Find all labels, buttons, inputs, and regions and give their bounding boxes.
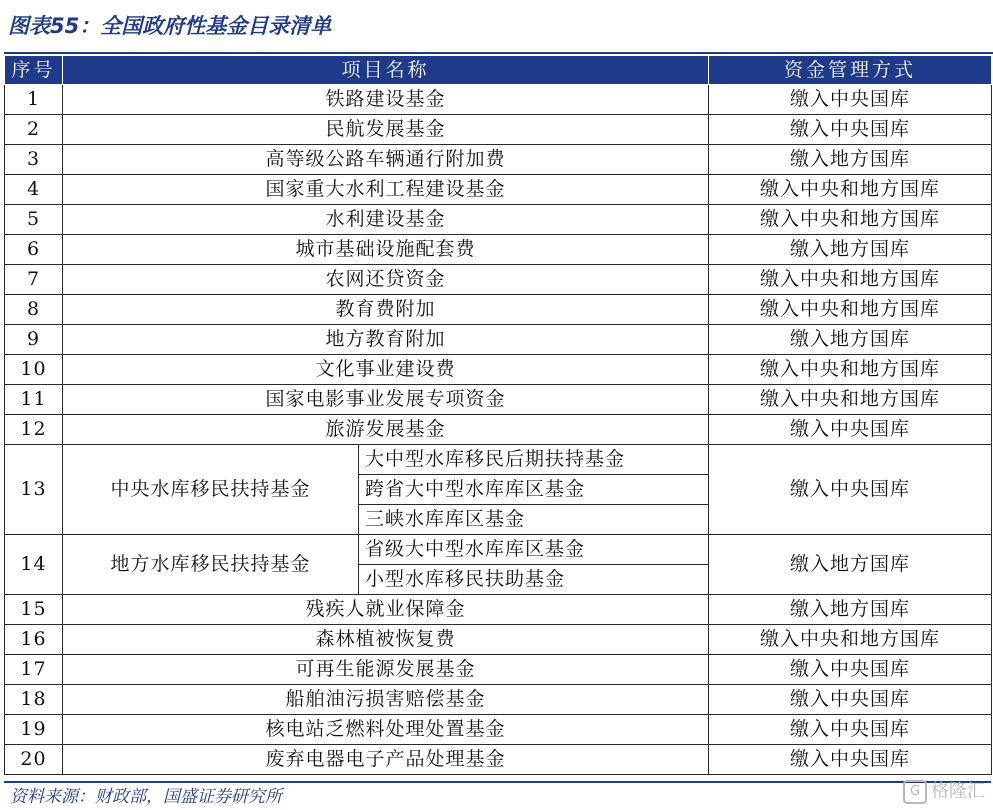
row-seq: 14 <box>5 535 63 595</box>
table-row <box>5 625 992 655</box>
table-row <box>5 385 992 415</box>
row-management-method: 缴入中央和地方国库 <box>709 355 992 385</box>
row-seq: 8 <box>5 295 63 325</box>
row-seq: 6 <box>5 235 63 265</box>
row-seq: 13 <box>5 445 63 535</box>
table-row <box>5 415 992 445</box>
row-management-method: 缴入地方国库 <box>709 235 992 265</box>
row-seq: 9 <box>5 325 63 355</box>
table-row <box>5 535 992 565</box>
table-row <box>5 355 992 385</box>
row-fund-name: 农网还贷资金 <box>63 265 709 295</box>
row-management-method: 缴入中央国库 <box>709 655 992 685</box>
row-fund-name: 民航发展基金 <box>63 115 709 145</box>
table-row <box>5 745 992 775</box>
watermark-logo-icon: G <box>903 780 927 804</box>
row-seq: 12 <box>5 415 63 445</box>
source-note: 资料来源：财政部，国盛证券研究所 <box>10 787 282 807</box>
row-seq: 19 <box>5 715 63 745</box>
row-management-method: 缴入中央国库 <box>709 85 992 115</box>
row-seq: 1 <box>5 85 63 115</box>
table-header-row <box>5 56 992 85</box>
table-row <box>5 265 992 295</box>
table-row <box>5 655 992 685</box>
row-seq: 20 <box>5 745 63 775</box>
row-fund-name: 可再生能源发展基金 <box>63 655 709 685</box>
row-seq: 16 <box>5 625 63 655</box>
row-management-method: 缴入中央国库 <box>709 115 992 145</box>
row-management-method: 缴入中央和地方国库 <box>709 385 992 415</box>
row-management-method: 缴入中央国库 <box>709 445 992 535</box>
row-seq: 3 <box>5 145 63 175</box>
row-sub-fund: 省级大中型水库库区基金 <box>359 535 709 565</box>
row-seq: 18 <box>5 685 63 715</box>
row-seq: 5 <box>5 205 63 235</box>
page-title: 图表55：全国政府性基金目录清单 <box>8 14 332 38</box>
row-fund-name: 废弃电器电子产品处理基金 <box>63 745 709 775</box>
row-seq: 2 <box>5 115 63 145</box>
row-sub-fund: 跨省大中型水库库区基金 <box>359 475 709 505</box>
row-management-method: 缴入地方国库 <box>709 145 992 175</box>
table-row <box>5 715 992 745</box>
row-seq: 7 <box>5 265 63 295</box>
table-row <box>5 115 992 145</box>
row-management-method: 缴入地方国库 <box>709 325 992 355</box>
row-sub-fund: 三峡水库库区基金 <box>359 505 709 535</box>
row-fund-name: 教育费附加 <box>63 295 709 325</box>
row-management-method: 缴入中央国库 <box>709 745 992 775</box>
row-seq: 15 <box>5 595 63 625</box>
row-fund-name: 文化事业建设费 <box>63 355 709 385</box>
watermark-text: 格隆汇 <box>931 781 985 802</box>
row-sub-fund: 大中型水库移民后期扶持基金 <box>359 445 709 475</box>
row-management-method: 缴入中央和地方国库 <box>709 625 992 655</box>
row-fund-name: 船舶油污损害赔偿基金 <box>63 685 709 715</box>
row-fund-name: 水利建设基金 <box>63 205 709 235</box>
row-fund-name: 核电站乏燃料处理处置基金 <box>63 715 709 745</box>
table-row <box>5 175 992 205</box>
table-row <box>5 235 992 265</box>
row-fund-name: 国家电影事业发展专项资金 <box>63 385 709 415</box>
row-fund-name: 高等级公路车辆通行附加费 <box>63 145 709 175</box>
row-management-method: 缴入中央国库 <box>709 685 992 715</box>
row-management-method: 缴入中央和地方国库 <box>709 295 992 325</box>
row-management-method: 缴入中央国库 <box>709 715 992 745</box>
row-management-method: 缴入地方国库 <box>709 535 992 595</box>
watermark <box>903 778 985 806</box>
row-fund-name: 中央水库移民扶持基金 <box>63 445 359 535</box>
row-fund-name: 铁路建设基金 <box>63 85 709 115</box>
row-fund-name: 城市基础设施配套费 <box>63 235 709 265</box>
row-management-method: 缴入中央和地方国库 <box>709 175 992 205</box>
fund-table <box>4 55 992 775</box>
row-fund-name: 森林植被恢复费 <box>63 625 709 655</box>
table-row <box>5 445 992 475</box>
row-fund-name: 残疾人就业保障金 <box>63 595 709 625</box>
row-fund-name: 旅游发展基金 <box>63 415 709 445</box>
row-seq: 17 <box>5 655 63 685</box>
row-seq: 4 <box>5 175 63 205</box>
table-row <box>5 145 992 175</box>
table-row <box>5 685 992 715</box>
row-fund-name: 地方教育附加 <box>63 325 709 355</box>
row-sub-fund: 小型水库移民扶助基金 <box>359 565 709 595</box>
table-row <box>5 205 992 235</box>
header-management-method: 资金管理方式 <box>709 56 992 85</box>
header-item-name: 项目名称 <box>63 56 709 85</box>
row-management-method: 缴入中央和地方国库 <box>709 265 992 295</box>
table-row <box>5 595 992 625</box>
table-row <box>5 85 992 115</box>
title-divider <box>4 52 993 54</box>
row-management-method: 缴入中央国库 <box>709 415 992 445</box>
row-seq: 11 <box>5 385 63 415</box>
header-seq: 序号 <box>5 56 63 85</box>
table-row <box>5 295 992 325</box>
row-fund-name: 国家重大水利工程建设基金 <box>63 175 709 205</box>
row-seq: 10 <box>5 355 63 385</box>
table-bottom-rule <box>4 781 991 783</box>
row-management-method: 缴入地方国库 <box>709 595 992 625</box>
table-row <box>5 325 992 355</box>
row-fund-name: 地方水库移民扶持基金 <box>63 535 359 595</box>
row-management-method: 缴入中央和地方国库 <box>709 205 992 235</box>
